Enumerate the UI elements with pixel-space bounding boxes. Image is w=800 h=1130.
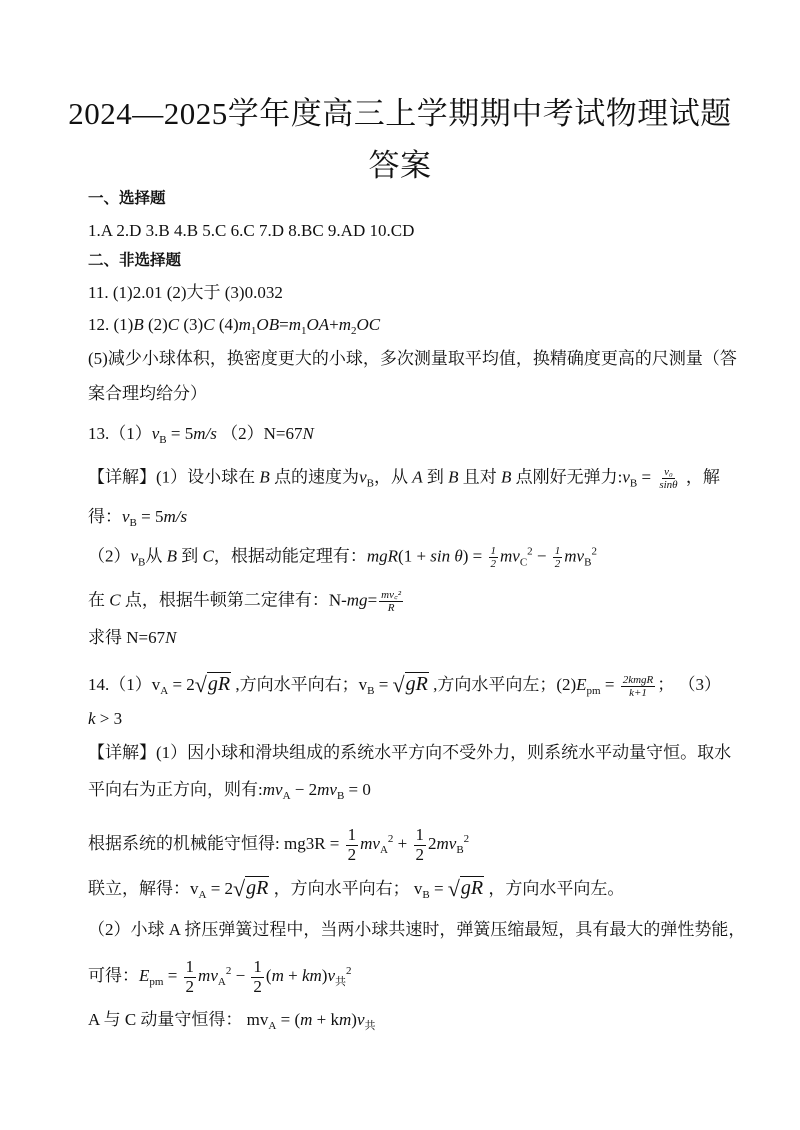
text-segment: （2）小球 A 挤压弹簧过程中，当两小球共速时，弹簧压缩最短，具有最大的弹性势能， xyxy=(88,920,746,939)
subscript: 共 xyxy=(335,976,347,989)
math-variable: m xyxy=(338,315,352,334)
subscript: A xyxy=(379,844,388,857)
denominator: sinθ xyxy=(659,479,678,492)
text-segment: = xyxy=(637,467,656,487)
text-segment: ,方向水平向左；(2) xyxy=(428,675,577,694)
text-segment: （2） xyxy=(88,546,131,566)
superscript: 2 xyxy=(527,545,533,558)
math-variable: m/s xyxy=(193,424,217,443)
text-line xyxy=(88,920,745,940)
denominator: 2 xyxy=(490,558,496,571)
math-variable: A xyxy=(412,467,423,487)
superscript: 2 xyxy=(463,833,470,846)
subscript: 1 xyxy=(300,325,307,337)
page-title: 2024—2025学年度高三上学期期中考试物理试题 xyxy=(68,96,732,131)
denominator: 2 xyxy=(415,844,424,864)
text-segment: 12. (1) xyxy=(88,315,134,334)
math-variable: m xyxy=(238,315,251,334)
math-variable: v xyxy=(622,467,630,487)
text-segment: 点的速度为 xyxy=(269,467,360,487)
math-variable: C xyxy=(109,590,121,610)
subscript: B xyxy=(129,517,137,529)
subscript: 共 xyxy=(364,1020,376,1032)
numerator: v₀ xyxy=(664,466,673,478)
text-segment: − 2 xyxy=(290,780,318,799)
text-line xyxy=(88,507,187,530)
text-line xyxy=(88,466,720,491)
subscript: B xyxy=(584,556,592,569)
text-segment: 1.A 2.D 3.B 4.B 5.C 6.C 7.D 8.BC 9.AD 10.CD xyxy=(88,221,415,240)
subscript: B xyxy=(336,790,345,802)
math-variable: v xyxy=(356,1010,365,1029)
text-line xyxy=(88,315,380,338)
text-segment: 到 xyxy=(177,546,203,566)
radical-sign: √ xyxy=(233,876,246,901)
denominator: 2 xyxy=(347,844,357,864)
text-segment: 14.（1）v xyxy=(88,675,161,694)
text-segment: ，从 xyxy=(373,467,413,487)
text-segment: ，根据动能定理有： xyxy=(213,546,367,566)
text-segment: ,方向水平向右；v xyxy=(231,675,368,694)
math-variable: v xyxy=(130,546,139,566)
subscript: B xyxy=(159,434,167,446)
math-variable: v xyxy=(359,467,367,487)
text-line xyxy=(88,283,283,303)
text-line xyxy=(88,589,405,614)
text-line xyxy=(88,545,597,570)
math-variable: B xyxy=(448,467,459,487)
text-segment: + xyxy=(329,315,339,334)
math-variable: mv xyxy=(198,966,218,986)
section-heading xyxy=(88,190,166,209)
text-segment: 【详解】(1）因小球和滑块组成的系统水平方向不受外力，则系统水平动量守恒。取水 xyxy=(88,743,732,762)
superscript: 2 xyxy=(346,965,352,978)
math-variable: m xyxy=(271,966,284,986)
math-variable: mgR xyxy=(366,546,399,566)
subscript: B xyxy=(366,477,374,490)
text-segment: A 与 C 动量守恒得： mv xyxy=(88,1010,269,1029)
text-segment: 11. (1)2.01 (2)大于 (3)0.032 xyxy=(88,283,283,302)
text-segment: > 3 xyxy=(95,709,123,728)
fraction xyxy=(251,958,264,996)
subscript: B xyxy=(138,556,146,569)
math-variable: mv xyxy=(436,834,457,854)
text-segment: = 2 xyxy=(168,675,195,694)
text-segment: 2 xyxy=(428,834,437,854)
math-variable: B xyxy=(166,546,178,566)
text-line xyxy=(88,672,721,699)
math-variable: m xyxy=(338,1010,352,1029)
text-segment: − xyxy=(231,966,250,986)
text-segment: 一、选择题 xyxy=(88,190,166,207)
fraction xyxy=(184,958,197,996)
text-segment: 13.（1） xyxy=(88,424,152,443)
radical-sign: √ xyxy=(194,672,207,697)
subscript: B xyxy=(367,685,375,697)
subscript: 1 xyxy=(250,325,257,337)
text-line xyxy=(88,628,176,648)
superscript: 2 xyxy=(225,965,232,978)
text-segment: （2）N=67 xyxy=(216,424,303,443)
text-segment: ( xyxy=(265,966,272,986)
subscript: B xyxy=(629,477,638,490)
math-variable: OA xyxy=(306,315,330,334)
text-segment: ； （3） xyxy=(657,675,721,694)
math-variable: sin θ xyxy=(430,546,463,566)
text-line xyxy=(88,349,737,369)
radicand: gR xyxy=(405,673,428,695)
text-segment: = xyxy=(367,590,378,610)
subscript: A xyxy=(282,790,291,802)
text-segment: ，方向水平向右； v xyxy=(269,879,423,898)
square-root xyxy=(195,672,231,698)
math-variable: m/s xyxy=(163,507,188,526)
numerator: 1 xyxy=(554,545,561,557)
text-segment: (4) xyxy=(214,315,239,334)
fraction xyxy=(657,466,679,491)
subscript: A xyxy=(268,1020,277,1032)
text-segment: (5)减少小球体积，换密度更大的小球，多次测量取平均值，换精确度更高的尺测量（答 xyxy=(88,349,737,368)
denominator: k+1 xyxy=(629,686,647,699)
subscript: A xyxy=(160,685,169,697)
text-segment: ，方向水平向左。 xyxy=(484,879,625,898)
subscript: B xyxy=(422,889,430,901)
math-variable: m xyxy=(288,315,301,334)
text-segment: ) xyxy=(351,1010,357,1029)
numerator: 2kmgR xyxy=(622,673,654,686)
text-segment: = 0 xyxy=(344,780,371,799)
text-segment: 到 xyxy=(422,467,449,487)
text-line xyxy=(88,780,371,803)
text-line xyxy=(88,221,414,241)
denominator: 2 xyxy=(185,976,195,996)
text-segment: 平向右为正方向，则有: xyxy=(88,780,263,799)
math-variable: m xyxy=(300,1010,313,1029)
text-segment: = 5 xyxy=(136,507,164,526)
math-variable: mg xyxy=(346,590,368,610)
text-segment: 案合理均给分） xyxy=(88,384,207,403)
text-segment: (1 + xyxy=(398,546,431,566)
page-subtitle: 答案 xyxy=(368,148,432,183)
text-line xyxy=(88,709,122,729)
text-segment: 二、非选择题 xyxy=(88,252,182,269)
text-segment: + xyxy=(283,966,302,986)
math-variable: mv xyxy=(360,834,380,854)
text-segment: 点，根据牛顿第二定律有：N- xyxy=(120,590,347,610)
numerator: 1 xyxy=(253,957,262,976)
math-variable: B xyxy=(133,315,144,334)
text-segment: ) = xyxy=(462,546,487,566)
radicand: gR xyxy=(246,877,269,899)
math-variable: B xyxy=(259,467,270,487)
text-segment: 【详解】(1）设小球在 xyxy=(88,467,260,487)
fraction xyxy=(379,589,403,614)
square-root xyxy=(233,876,269,902)
math-variable: k xyxy=(88,709,96,728)
math-variable: mv xyxy=(500,546,520,566)
section-heading xyxy=(88,252,181,271)
subscript: C xyxy=(519,556,528,569)
fraction xyxy=(489,545,499,570)
radical-sign: √ xyxy=(392,672,405,697)
text-segment: (2) xyxy=(143,315,168,334)
subscript: A xyxy=(217,976,226,989)
text-segment: 从 xyxy=(145,546,167,566)
denominator: 2 xyxy=(253,976,262,996)
fraction xyxy=(414,826,427,864)
math-variable: E xyxy=(139,966,150,986)
math-variable: B xyxy=(500,467,512,487)
numerator: 1 xyxy=(185,957,195,976)
math-variable: C xyxy=(203,315,215,334)
text-segment: = 5 xyxy=(166,424,194,443)
subscript: pm xyxy=(586,685,601,697)
math-variable: E xyxy=(576,675,587,694)
denominator: R xyxy=(387,602,395,615)
text-segment: − xyxy=(532,546,551,566)
math-variable: OC xyxy=(356,315,381,334)
math-variable: N xyxy=(165,628,177,647)
math-variable: N xyxy=(302,424,314,443)
numerator: 1 xyxy=(347,825,357,844)
text-line xyxy=(88,958,352,996)
fraction xyxy=(553,545,563,570)
math-variable: mv xyxy=(262,780,283,799)
text-segment: = xyxy=(374,675,393,694)
text-segment: ，解 xyxy=(681,467,720,487)
text-segment: = xyxy=(279,315,289,334)
text-segment: = xyxy=(163,966,182,986)
fraction xyxy=(346,826,359,864)
math-variable: mv xyxy=(564,546,585,566)
math-variable: v xyxy=(327,966,336,986)
numerator: mv꜀² xyxy=(381,589,402,601)
radicand: gR xyxy=(460,877,484,899)
text-segment: (3) xyxy=(179,315,204,334)
subscript: B xyxy=(456,844,464,857)
text-line xyxy=(88,424,314,447)
fraction xyxy=(621,674,656,699)
text-segment: = xyxy=(429,879,448,898)
square-root xyxy=(448,876,484,902)
text-line xyxy=(88,826,469,864)
text-segment: + xyxy=(393,834,412,854)
math-variable: v xyxy=(122,507,130,526)
text-line xyxy=(88,384,207,404)
text-segment: 得： xyxy=(88,507,122,526)
square-root xyxy=(393,672,429,698)
text-segment: 可得： xyxy=(88,966,139,986)
subscript: A xyxy=(198,889,207,901)
text-segment: + k xyxy=(312,1010,339,1029)
radicand: gR xyxy=(207,673,231,695)
subscript: pm xyxy=(149,976,164,989)
subscript: 2 xyxy=(351,325,357,337)
text-line xyxy=(88,1010,375,1033)
numerator: 1 xyxy=(490,545,496,557)
radical-sign: √ xyxy=(447,876,460,901)
text-segment: = ( xyxy=(276,1010,301,1029)
text-segment: 根据系统的机械能守恒得: mg3R = xyxy=(88,834,344,854)
text-segment: 联立，解得：v xyxy=(88,879,199,898)
text-segment: ) xyxy=(321,966,328,986)
text-segment: 点刚好无弹力: xyxy=(511,467,623,487)
numerator: 1 xyxy=(415,825,424,844)
text-segment: = xyxy=(600,675,619,694)
text-segment: 求得 N=67 xyxy=(88,628,166,647)
text-segment: 在 xyxy=(88,590,110,610)
text-line xyxy=(88,743,731,763)
text-line xyxy=(88,876,624,902)
superscript: 2 xyxy=(591,545,597,558)
text-segment: = 2 xyxy=(206,879,234,898)
math-variable: km xyxy=(301,966,322,986)
text-segment: 且对 xyxy=(458,467,501,487)
math-variable: C xyxy=(167,315,180,334)
math-variable: OB xyxy=(256,315,280,334)
math-variable: mv xyxy=(317,780,337,799)
denominator: 2 xyxy=(554,558,561,571)
superscript: 2 xyxy=(387,833,394,846)
math-variable: C xyxy=(202,546,214,566)
math-variable: v xyxy=(151,424,160,443)
